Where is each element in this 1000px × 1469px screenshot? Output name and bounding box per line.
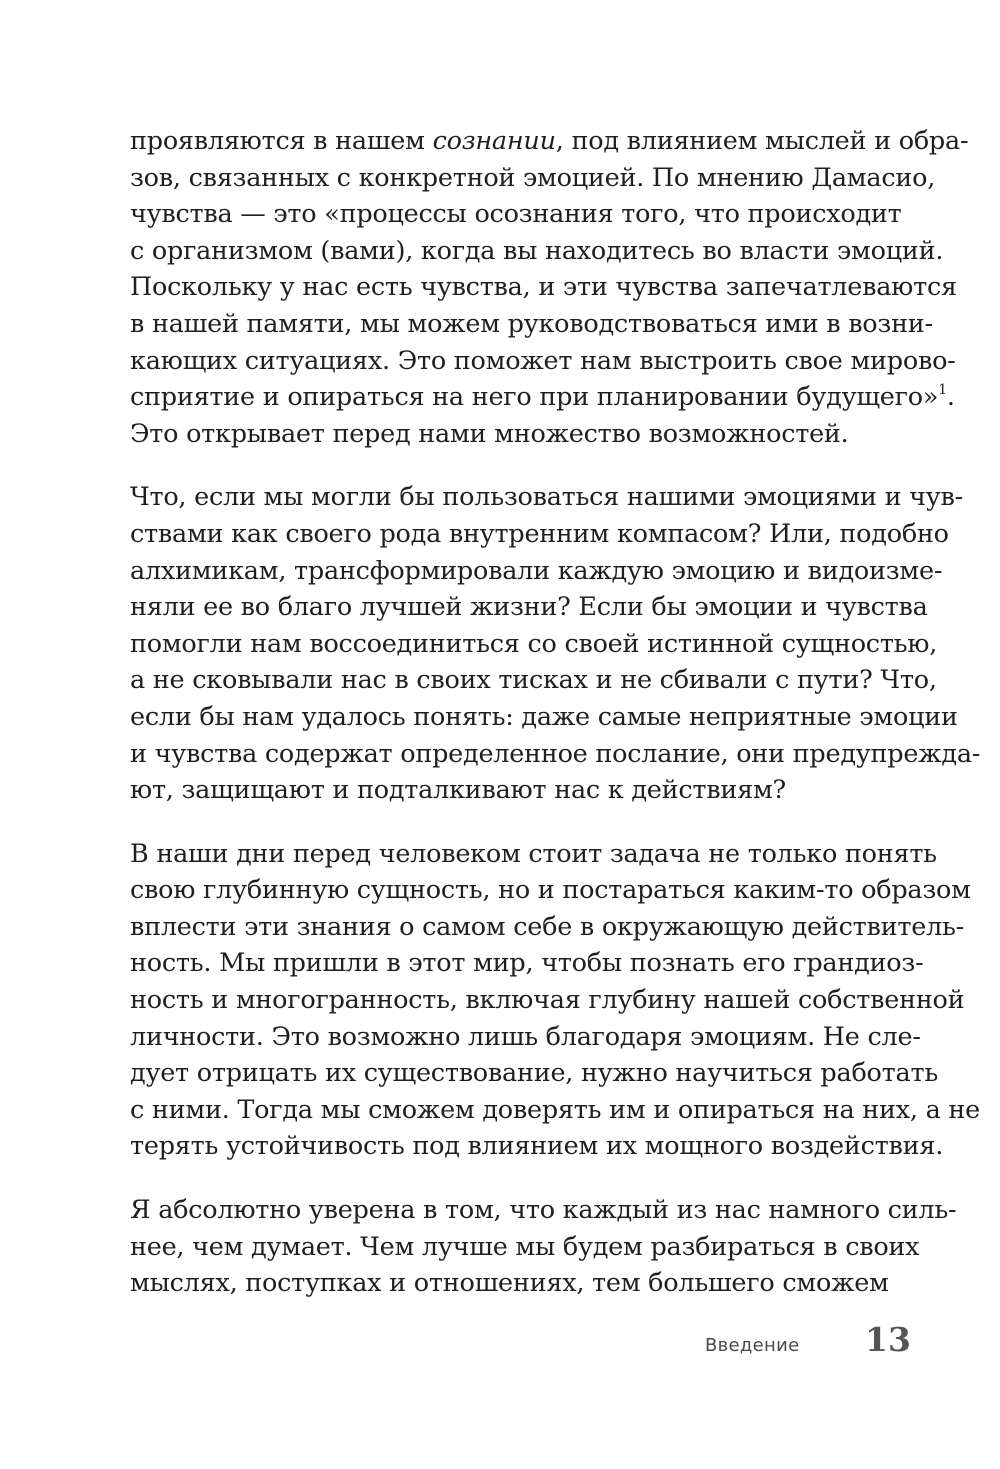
text-line: мыслях, поступках и отношениях, тем большего сможем — [130, 1268, 889, 1299]
running-footer — [0, 1318, 1000, 1368]
text-line: ность. Мы пришли в этот мир, чтобы познать его грандиоз- — [130, 948, 924, 979]
text-line: чувства — это «процессы осознания того, что происходит — [130, 199, 902, 230]
text-line: если бы нам удалось понять: даже самые неприятные эмоции — [130, 701, 958, 732]
emphasis-text: сознании — [432, 126, 556, 156]
text-line: ствами как своего рода внутренним компасом? Или, подобно — [130, 518, 949, 549]
running-head-section: Введение — [705, 1335, 800, 1356]
page-body — [130, 123, 981, 1329]
text-line: терять устойчивость под влиянием их мощного воздействия. — [130, 1131, 944, 1162]
text-line: личности. Это возможно лишь благодаря эмоциям. Не сле- — [130, 1021, 921, 1052]
page-number: 13 — [865, 1320, 911, 1359]
text-line: ность и многогранность, включая глубину нашей собственной — [130, 985, 965, 1016]
paragraph — [130, 1192, 957, 1302]
text-span: проявляются в нашем — [130, 126, 433, 156]
text-line: а не сковывали нас в своих тисках и не сбивали с пути? Что, — [130, 665, 937, 696]
text-line: кающих ситуациях. Это поможет нам выстроить свое мирово- — [130, 345, 956, 376]
paragraph — [130, 479, 981, 808]
text-line: зов, связанных с конкретной эмоцией. По мнению Дамасио, — [130, 162, 936, 193]
text-line: няли ее во благо лучшей жизни? Если бы эмоции и чувства — [130, 592, 928, 623]
text-line: Поскольку у нас есть чувства, и эти чувства запечатлеваются — [130, 272, 957, 303]
paragraph — [130, 836, 981, 1165]
text-span: . — [946, 382, 955, 413]
text-line: помогли нам воссоединиться со своей истинной сущностью, — [130, 628, 938, 659]
text-line: свою глубинную сущность, но и постараться каким-то образом — [130, 875, 971, 906]
text-line: нее, чем думает. Чем лучше мы будем разбираться в своих — [130, 1231, 920, 1262]
text-line — [130, 123, 969, 160]
text-line: ют, защищают и подталкивают нас к действиям? — [130, 775, 786, 806]
text-line — [130, 379, 955, 416]
text-line: с организмом (вами), когда вы находитесь во власти эмоций. — [130, 235, 944, 266]
text-line: Я абсолютно уверена в том, что каждый из нас намного силь- — [130, 1195, 957, 1226]
text-span: сприятие и опираться на него при планировании будущего» — [130, 382, 939, 413]
text-line: В наши дни перед человеком стоит задача не только понять — [130, 838, 937, 869]
footnote-ref[interactable]: 1 — [938, 382, 947, 399]
text-span: , под влиянием мыслей и обра- — [555, 126, 969, 156]
text-line: алхимикам, трансформировали каждую эмоцию и видоизме- — [130, 555, 943, 586]
text-line: вплести эти знания о самом себе в окружающую действитель- — [130, 911, 965, 942]
text-line: с ними. Тогда мы сможем доверять им и опираться на них, а не — [130, 1094, 981, 1125]
text-line: и чувства содержат определенное послание, они предупрежда- — [130, 738, 981, 769]
text-line: дует отрицать их существование, нужно научиться работать — [130, 1058, 938, 1089]
text-line: в нашей памяти, мы можем руководствоваться ими в возни- — [130, 308, 933, 339]
paragraph — [130, 123, 969, 452]
text-line: Это открывает перед нами множество возможностей. — [130, 418, 849, 449]
text-line: Что, если мы могли бы пользоваться нашими эмоциями и чув- — [130, 482, 964, 513]
